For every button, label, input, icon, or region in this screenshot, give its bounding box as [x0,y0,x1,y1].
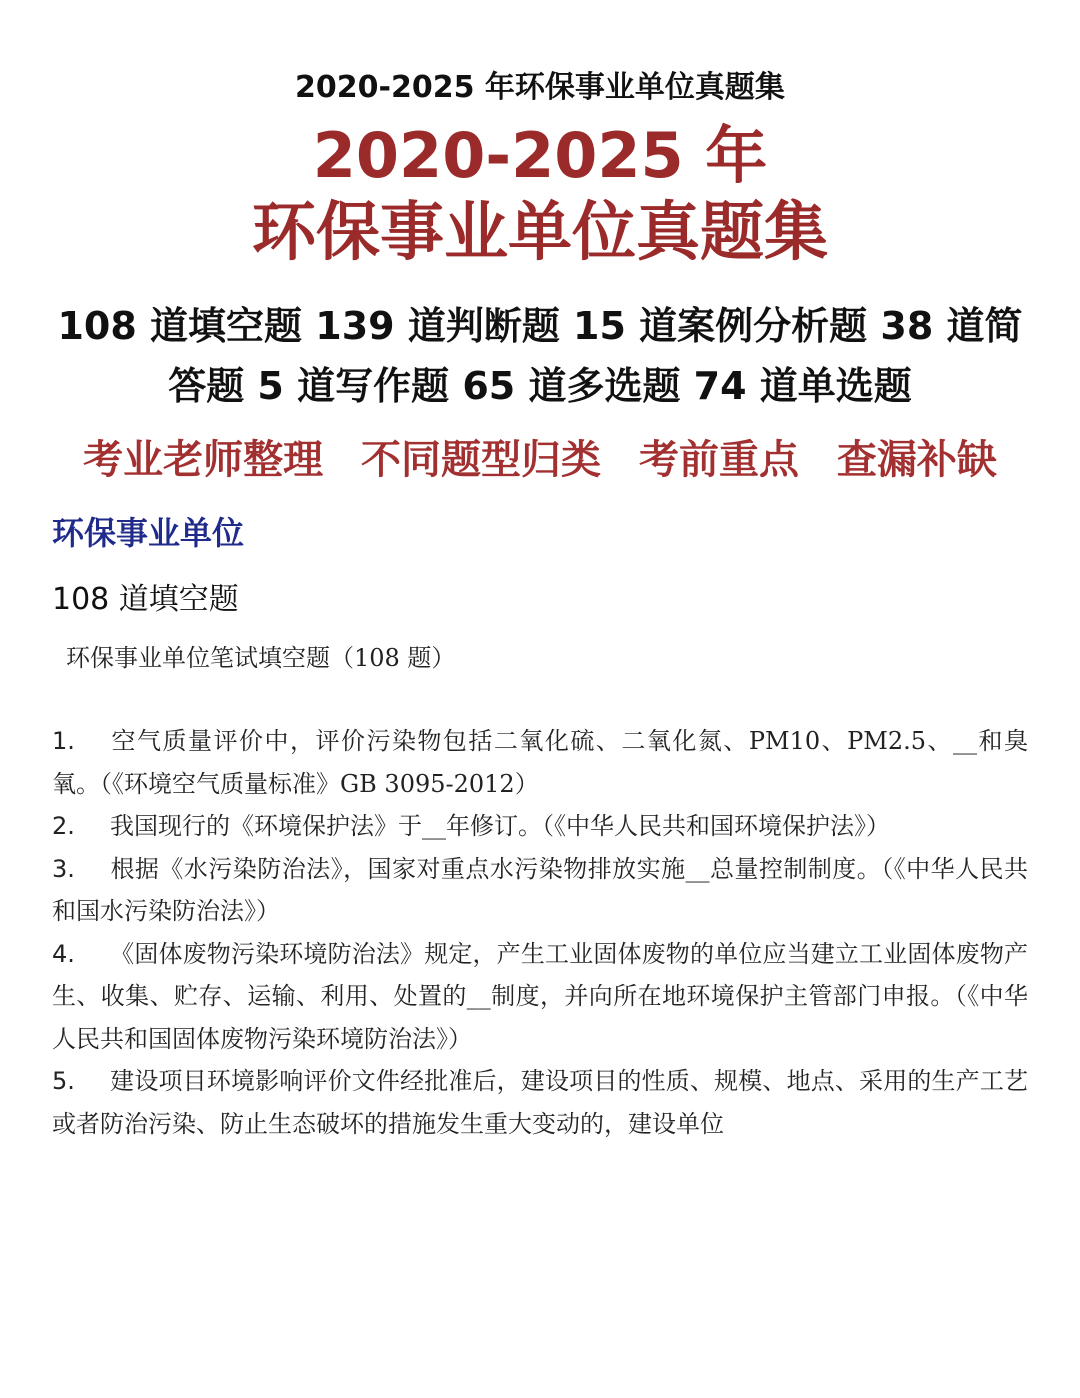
slogan-item: 查漏补缺 [836,436,997,483]
question-number: 3. [52,854,75,883]
sub-heading: 108 道填空题 [52,582,239,617]
running-header: 2020-2025 年环保事业单位真题集 [295,70,785,105]
question-number: 2. [52,812,75,840]
question-text: 我国现行的《环境保护法》于__年修订。（《中华人民共和国环境保护法》） [110,812,890,840]
stats-line-1: 108 道填空题 139 道判断题 15 道案例分析题 38 道简 [57,304,1023,348]
document-caption: 环保事业单位笔试填空题（108 题） [66,644,456,672]
question-list [52,720,1028,1145]
question-number: 5. [52,1067,75,1095]
cover-title-line2: 环保事业单位真题集 [252,196,828,270]
question-text: 建设项目环境影响评价文件经批准后，建设项目的性质、规模、地点、采用的生产工艺或者防治污染、防止生态破坏的措施发生重大变动的，建设单位 [52,1067,1028,1138]
question-item [52,933,1028,1061]
question-number: 4. [52,939,75,968]
question-text: 空气质量评价中，评价污染物包括二氧化硫、二氧化氮、PM10、PM2.5、__和臭氧。（《环境空气质量标准》GB 3095-2012） [52,727,1028,798]
section-heading: 环保事业单位 [52,514,245,552]
question-item [52,720,1028,805]
question-count-summary [40,296,1040,416]
slogan-item: 考前重点 [638,436,799,483]
question-number: 1. [52,727,75,755]
cover-title-line1: 2020-2025 年 [312,119,768,192]
question-text: 《固体废物污染环境防治法》规定，产生工业固体废物的单位应当建立工业固体废物产生、收集、贮存、运输、利用、处置的__制度，并向所在地环境保护主管部门申报。（《中华人民共和国固体废物污染环境防治法》） [52,939,1028,1053]
question-item [52,848,1028,933]
question-item [52,805,1028,848]
slogan-item: 考业老师整理 [83,436,324,483]
stats-line-2: 答题 5 道写作题 65 道多选题 74 道单选题 [168,364,912,408]
question-item [52,1060,1028,1145]
slogan-item: 不同题型归类 [361,436,602,483]
slogan-row [0,428,1080,485]
question-text: 根据《水污染防治法》，国家对重点水污染物排放实施__总量控制制度。（《中华人民共和国水污染防治法》） [52,854,1028,925]
